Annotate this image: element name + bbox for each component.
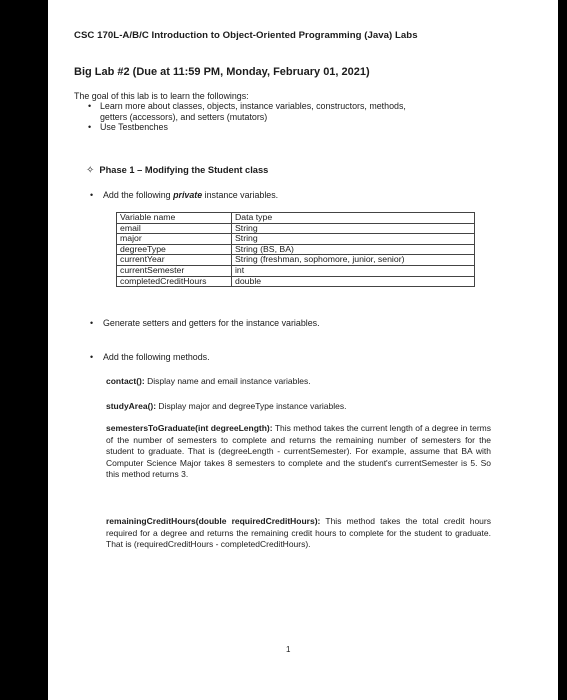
lab-title: Big Lab #2 (Due at 11:59 PM, Monday, February 01, 2021): [74, 66, 370, 78]
intro-text: The goal of this lab is to learn the followings:: [74, 91, 249, 101]
table-row: currentSemester int: [117, 265, 475, 276]
goal-item: • Learn more about classes, objects, instance variables, constructors, methods, getters (accessors), and setters (mutators): [88, 101, 508, 122]
bullet-icon: •: [90, 318, 94, 328]
table-header-row: Variable name Data type: [117, 213, 475, 224]
getters-instruction: • Generate setters and getters for the instance variables.: [90, 318, 320, 328]
bullet-icon: •: [90, 190, 94, 200]
instance-variables-table: [116, 212, 475, 287]
page-number: 1: [286, 645, 291, 654]
table-row: degreeType String (BS, BA): [117, 244, 475, 255]
method-remaining-credit-hours: remainingCreditHours(double requiredCreditHours): This method takes the total credit hours required for a degree and returns the remaining credit hours to complete for the student to graduate. That is (requiredCreditHours - completedCreditHours).: [106, 516, 491, 550]
phase-heading: ✧ Phase 1 – Modifying the Student class: [86, 165, 269, 176]
document-page: [48, 0, 558, 700]
methods-instruction: • Add the following methods.: [90, 352, 210, 362]
course-title: CSC 170L-A/B/C Introduction to Object-Oriented Programming (Java) Labs: [74, 30, 418, 41]
goals-list: [88, 101, 508, 133]
table-row: currentYear String (freshman, sophomore, junior, senior): [117, 255, 475, 266]
method-contact: contact(): Display name and email instance variables.: [106, 376, 311, 386]
table-row: major String: [117, 234, 475, 245]
table-row: email String: [117, 223, 475, 234]
method-semesters-to-graduate: semestersToGraduate(int degreeLength): This method takes the current length of a degree in terms of the number of semesters to complete and returns the remaining number of semesters for the student to graduate. That is (degreeLength - currentSemester). For example, assume that BA with Computer Science Major takes 8 semesters to complete and the student's currentSemester is 5. So this method returns 3.: [106, 423, 491, 480]
diamond-bullet-icon: ✧: [86, 165, 95, 176]
goal-item: • Use Testbenches: [88, 122, 508, 133]
table-row: completedCreditHours double: [117, 276, 475, 287]
add-variables-instruction: • Add the following private instance variables.: [90, 190, 279, 200]
bullet-icon: •: [90, 352, 94, 362]
method-study-area: studyArea(): Display major and degreeType instance variables.: [106, 401, 347, 411]
